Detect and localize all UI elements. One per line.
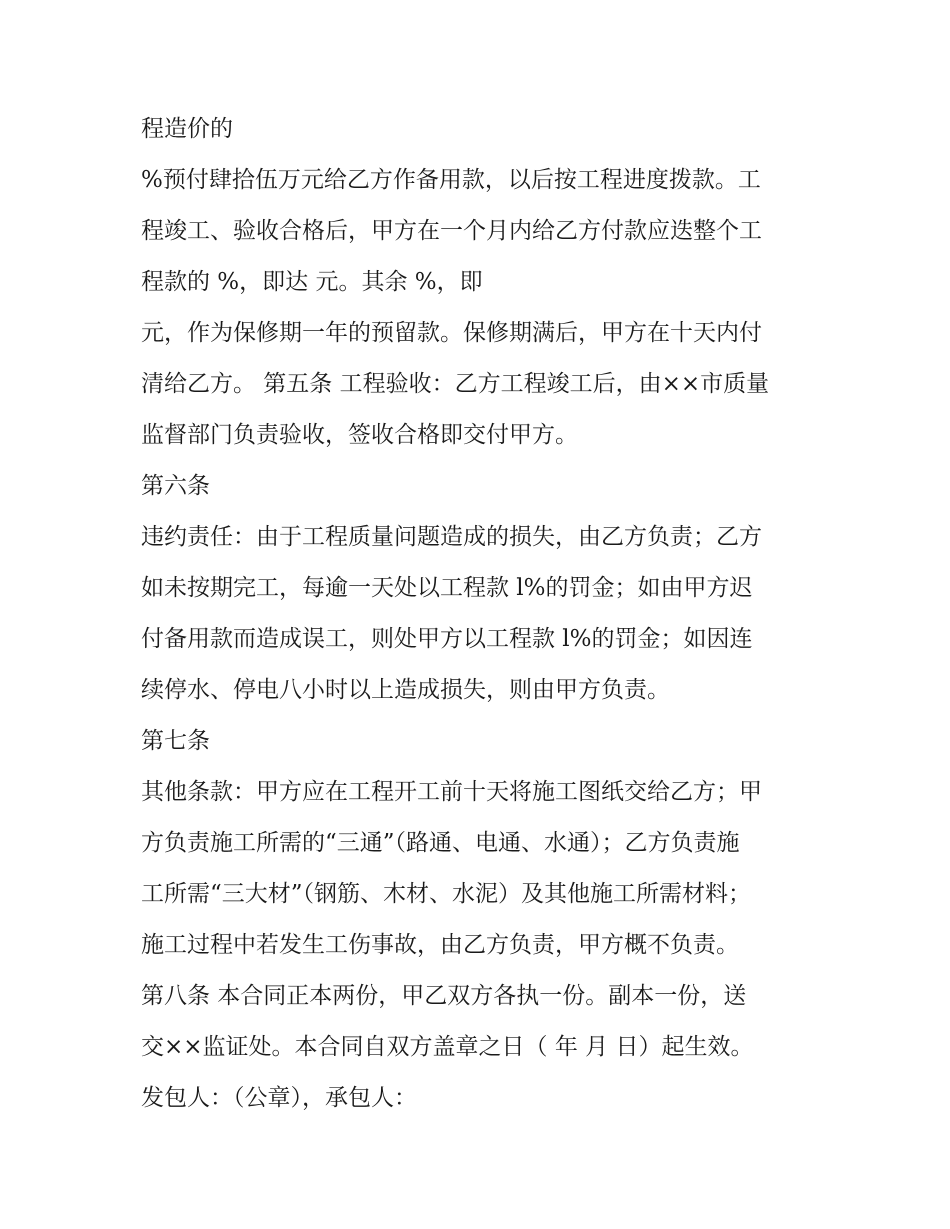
text-line-9: 违约责任：由于工程质量问题造成的损失，由乙方负责；乙方 [141, 524, 762, 550]
text-line-3: 程竣工、验收合格后，甲方在一个月内给乙方付款应迭整个工 [141, 218, 762, 244]
text-line-5: 元，作为保修期一年的预留款。保修期满后，甲方在十天内付 [141, 320, 762, 346]
text-line-2: %预付肆拾伍万元给乙方作备用款，以后按工程进度拨款。工 [141, 167, 761, 193]
text-line-18: 第八条 本合同正本两份，甲乙双方各执一份。副本一份，送 [141, 983, 747, 1009]
text-line-7: 监督部门负责验收，签收合格即交付甲方。 [141, 422, 578, 448]
text-line-1: 程造价的 [141, 116, 233, 142]
text-line-14: 其他条款：甲方应在工程开工前十天将施工图纸交给乙方；甲 [141, 779, 762, 805]
contract-text [141, 107, 821, 1127]
text-line-17: 施工过程中若发生工伤事故，由乙方负责，甲方概不负责。 [141, 932, 739, 958]
signature-line: 发包人：（公章），承包人： [141, 1085, 417, 1111]
article-6-heading: 第六条 [141, 473, 210, 499]
text-line-12: 续停水、停电八小时以上造成损失，则由甲方负责。 [141, 677, 670, 703]
text-line-16: 工所需“三大材”（钢筋、木材、水泥）及其他施工所需材料； [141, 881, 752, 907]
text-line-11: 付备用款而造成误工，则处甲方以工程款 l%的罚金；如因连 [141, 626, 753, 652]
article-7-heading: 第七条 [141, 728, 210, 754]
text-line-19: 交××监证处。本合同自双方盖章之日（ 年 月 日）起生效。 [141, 1034, 754, 1060]
text-line-4: 程款的 %，即达 元。其余 %，即 [141, 269, 483, 295]
text-line-10: 如未按期完工，每逾一天处以工程款 l%的罚金；如由甲方迟 [141, 575, 753, 601]
text-line-6: 清给乙方。 第五条 工程验收：乙方工程竣工后，由××市质量 [141, 371, 770, 397]
text-line-15: 方负责施工所需的“三通”（路通、电通、水通）；乙方负责施 [141, 830, 740, 856]
